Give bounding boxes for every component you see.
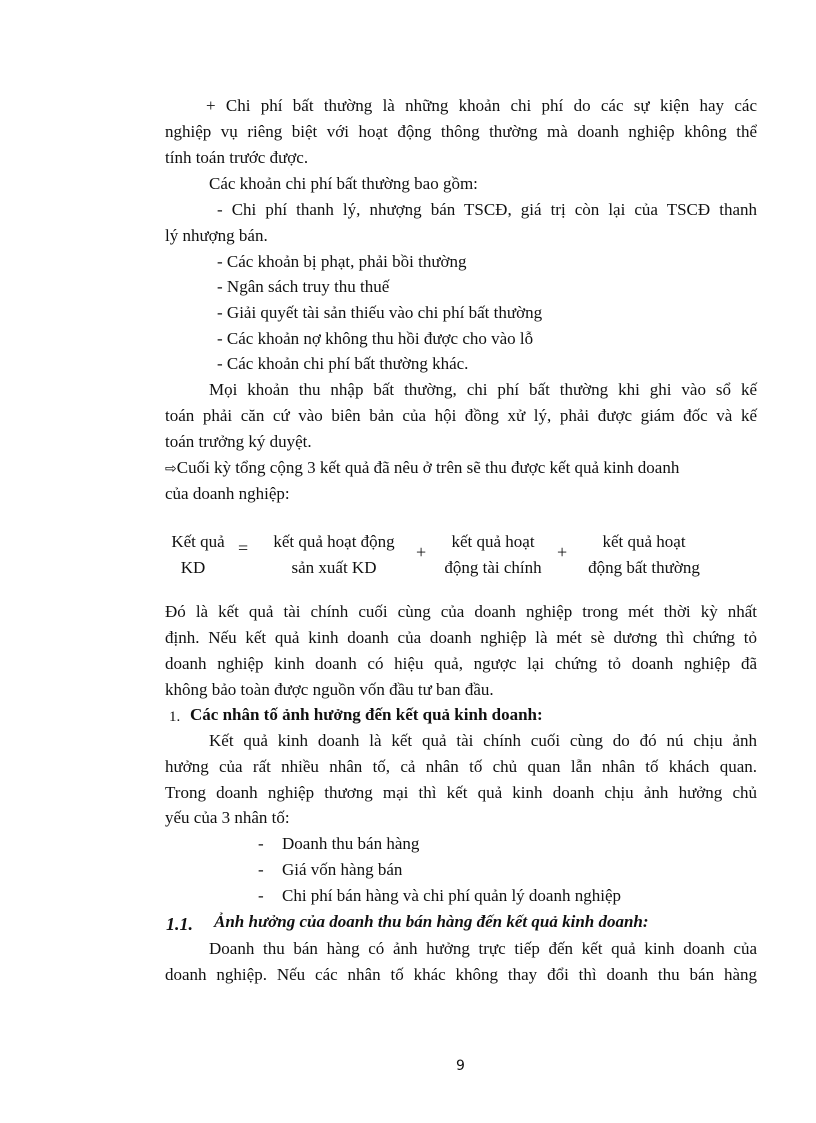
section-1-1-title: Ảnh hưởng của doanh thu bán hàng đến kết quả kinh doanh: [214, 912, 649, 931]
formula-equals: = [238, 538, 249, 558]
list-item: - Ngân sách truy thu thuế [217, 277, 390, 296]
paragraph5-line2: doanh nghiệp. Nếu các nhân tố khác không thay đổi thì doanh thu bán hàng [165, 965, 757, 984]
section-1-title [190, 703, 543, 727]
factor-bullet: - [258, 860, 264, 879]
formula-term3-bottom: động bất thường [588, 558, 700, 577]
paragraph2-line1: Mọi khoản thu nhập bất thường, chi phí bất thường khi ghi vào sổ kế [209, 380, 757, 399]
paragraph4-line2: hưởng của rất nhiều nhân tố, cả nhân tố chủ quan lẫn nhân tố khách quan. [165, 757, 757, 776]
list-intro: Các khoản chi phí bất thường bao gồm: [209, 174, 478, 193]
formula-lhs-bottom: KD [180, 558, 206, 577]
paragraph1-line1: + Chi phí bất thường là những khoản chi phí do các sự kiện hay các [206, 96, 757, 115]
formula-plus-2: + [557, 542, 568, 562]
list-item: - Các khoản nợ không thu hồi được cho vào lỗ [217, 329, 534, 348]
factor-item: Chi phí bán hàng và chi phí quản lý doanh nghiệp [282, 886, 621, 905]
factor-item: Doanh thu bán hàng [282, 834, 420, 853]
formula-term3-top: kết quả hoạt [602, 532, 686, 551]
paragraph3-line4: không bảo toàn được nguồn vốn đầu tư ban đầu. [165, 680, 494, 699]
section-1-number: 1. [169, 709, 181, 725]
paragraph4-line3: Trong doanh nghiệp thương mại thì kết quả kinh doanh chịu ảnh hưởng chủ [165, 783, 757, 802]
list-item: - Các khoản chi phí bất thường khác. [217, 354, 469, 373]
section-1-title-text: Các nhân tố ảnh hưởng đến kết quả kinh doanh: [190, 705, 543, 724]
paragraph3-line2: định. Nếu kết quả kinh doanh của doanh nghiệp là mét sè dương thì chứng tỏ [165, 628, 757, 647]
summary-text: Cuối kỳ tổng cộng 3 kết quả đã nêu ở trên sẽ thu được kết quả kinh doanh [176, 458, 680, 477]
formula-term2-bottom: động tài chính [444, 558, 542, 577]
formula-term2-top: kết quả hoạt [451, 532, 535, 551]
formula-plus-1: + [416, 542, 427, 562]
section-1-1-number: 1.1. [166, 914, 193, 934]
factor-bullet: - [258, 834, 264, 853]
paragraph2-line3: toán trưởng ký duyệt. [165, 432, 312, 451]
factor-item: Giá vốn hàng bán [282, 860, 403, 879]
formula-lhs-top: Kết quả [171, 532, 225, 551]
list-item: lý nhượng bán. [165, 226, 268, 245]
page-number: 9 [456, 1058, 465, 1074]
list-item: - Chi phí thanh lý, nhượng bán TSCĐ, giá trị còn lại của TSCĐ thanh [217, 200, 757, 219]
paragraph1-line2: nghiệp vụ riêng biệt với hoạt động thông thường mà doanh nghiệp không thể [165, 122, 757, 141]
arrow-right-icon: ⇨ [165, 461, 177, 477]
formula-term1-top: kết quả hoạt động [273, 532, 395, 551]
list-item: - Giải quyết tài sản thiếu vào chi phí bất thường [217, 303, 543, 322]
paragraph3-line3: doanh nghiệp kinh doanh có hiệu quả, ngược lại chứng tỏ doanh nghiệp đã [165, 654, 757, 673]
list-item: - Các khoản bị phạt, phải bồi thường [217, 252, 467, 271]
summary-line2: của doanh nghiệp: [165, 484, 290, 503]
paragraph1-line3: tính toán trước được. [165, 148, 309, 167]
paragraph4-line4: yếu của 3 nhân tố: [165, 808, 290, 827]
paragraph3-line1: Đó là kết quả tài chính cuối cùng của doanh nghiệp trong mét thời kỳ nhất [165, 602, 757, 621]
summary-line1 [165, 456, 757, 481]
factor-bullet: - [258, 886, 264, 905]
paragraph5-line1: Doanh thu bán hàng có ảnh hưởng trực tiếp đến kết quả kinh doanh của [209, 939, 757, 958]
formula-term1-bottom: sản xuất KD [291, 558, 377, 577]
paragraph2-line2: toán phải căn cứ vào biên bản của hội đồng xử lý, phải được giám đốc và kế [165, 406, 757, 425]
paragraph4-line1: Kết quả kinh doanh là kết quả tài chính cuối cùng do đó nú chịu ảnh [209, 731, 757, 750]
